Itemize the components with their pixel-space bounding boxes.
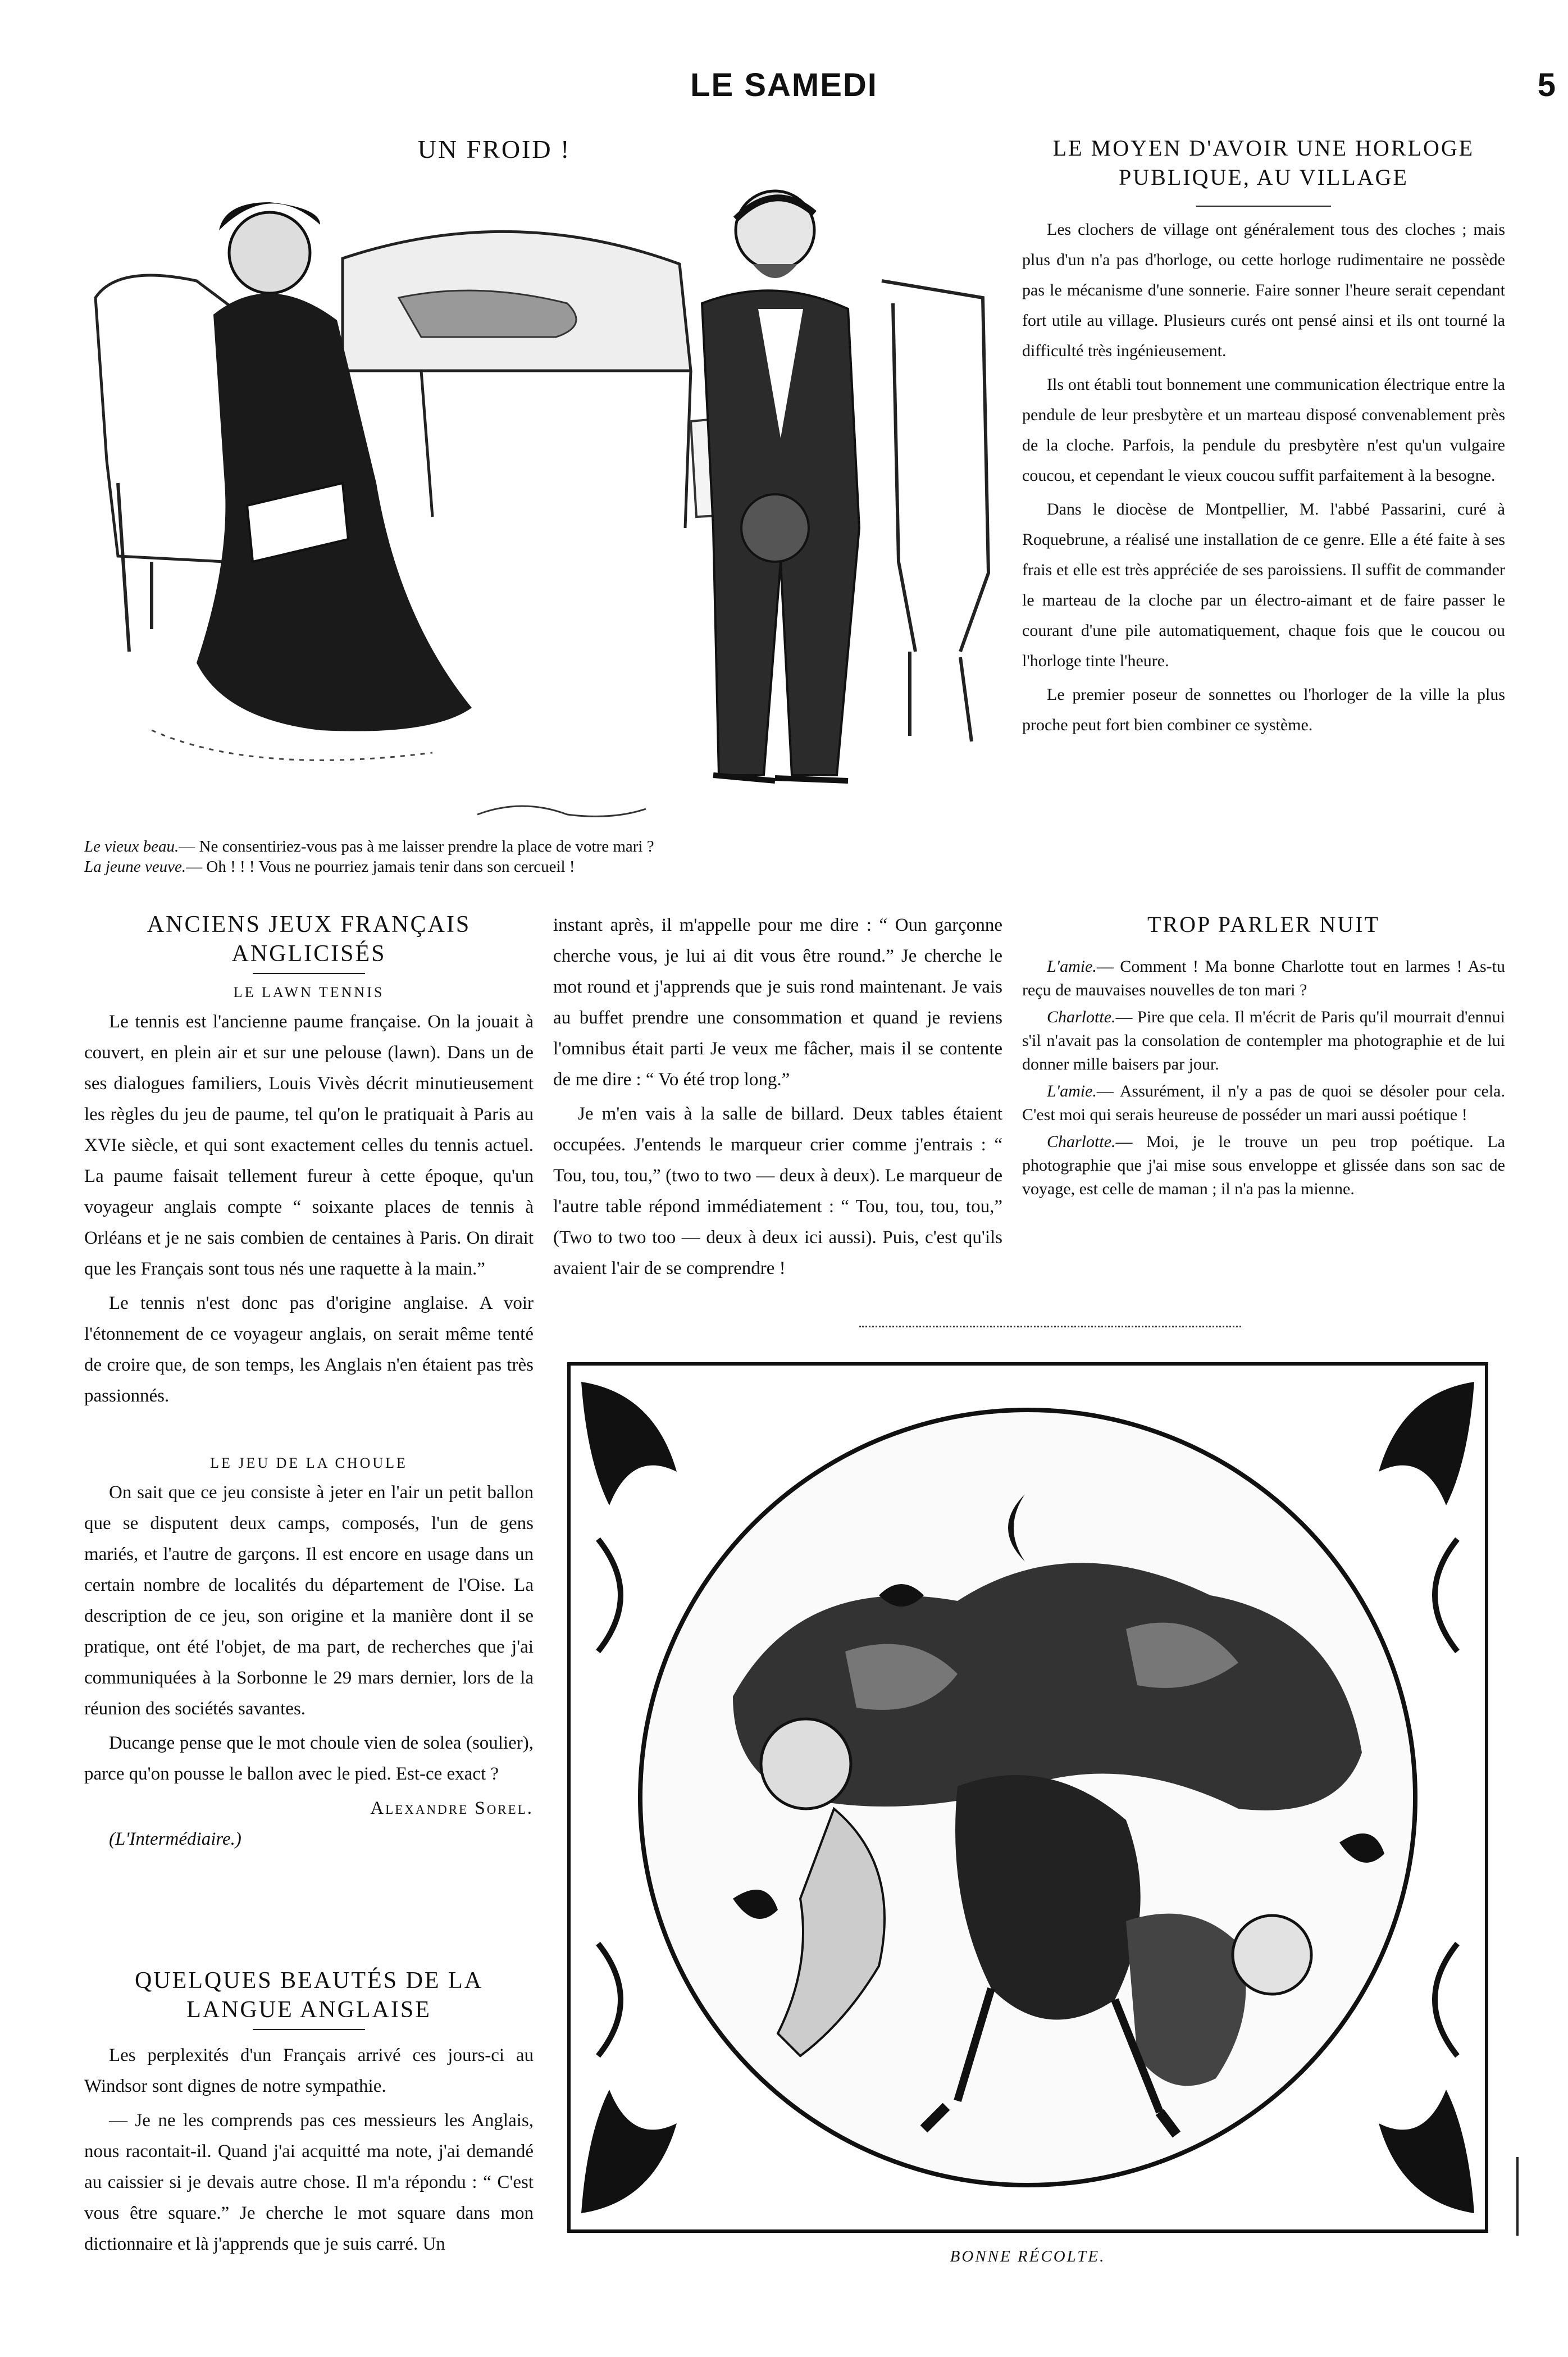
paragraph: Le premier poseur de sonnettes ou l'horloger de la ville la plus proche peut fort bien combiner ce système.: [1022, 685, 1505, 734]
dialogue-line: [1022, 955, 1505, 1002]
illustration-un-froid: [84, 169, 1011, 831]
source-text: (L'Intermédiaire.): [109, 1829, 241, 1849]
illustration-bonne-recolte: [564, 1359, 1491, 2236]
paragraph: instant après, il m'appelle pour me dire : “ Oun garçonne cherche vous, je lui ai dit vous être round.” Je cherche le mot round et j'apprends que je suis rond maintenant. Je vais au buffet prendre une consommation et quand je reviens l'omnibus était parti Je veux me fâcher, mais il se contente de me dire : “ Vo été trop long.”: [553, 915, 1002, 1090]
article-body-choule: [84, 1477, 534, 1855]
article-body-tennis: [84, 1007, 534, 1415]
illustration-heading: UN FROID !: [417, 135, 571, 163]
caption-2-speaker: La jeune veuve.: [84, 858, 186, 876]
paragraph: Les perplexités d'un Français arrivé ces jours-ci au Windsor sont dignes de notre sympathie.: [84, 2045, 534, 2096]
divider: [253, 2029, 365, 2030]
speaker: Charlotte.: [1047, 1008, 1116, 1026]
paragraph: Je m'en vais à la salle de billard. Deux tables étaient occupées. J'entends le marqueur crier comme j'entrais : “ Tou, tou, tou,” (two to two — deux à deux). Le marqueur de l'autre table répond immédiatement : “ Tou, tou, tou, tou,” (Two to two too — deux à deux ici aussi). Puis, c'est qu'ils avaient l'air de se comprendre !: [553, 1104, 1002, 1278]
article-heading-horloge: LE MOYEN D'AVOIR UNE HORLOGE PUBLIQUE, AU VILLAGE: [1052, 135, 1475, 190]
divider: [253, 973, 365, 974]
masthead-title: LE SAMEDI: [690, 67, 878, 103]
paragraph: Ducange pense que le mot choule vien de solea (soulier), parce qu'on pousse le ballon avec le pied. Est-ce exact ?: [84, 1733, 534, 1784]
paragraph: Le tennis est l'ancienne paume française. On la jouait à couvert, en plein air et sur une pelouse (lawn). Dans un de ses dialogues familiers, Louis Vivès décrit minutieusement les règles du jeu de paume, tel qu'on le pratiquait à Paris au XVIe siècle, et qui sont exactement celles du tennis actuel. La paume faisait tellement fureur à cette époque, qu'un voyageur anglais compte “ soixante places de tennis à Orléans et je ne sais combien de centaines à Paris. On dirait que les Français sont tous nés une raquette à la main.”: [84, 1012, 534, 1279]
caption-1-text: — Ne consentiriez-vous pas à me laisser prendre la place de votre mari ?: [179, 838, 654, 856]
subheading-choule: LE JEU DE LA CHOULE: [210, 1455, 408, 1471]
caption-2-text: — Oh ! ! ! Vous ne pourriez jamais tenir dans son cercueil !: [186, 858, 575, 876]
paragraph: Le tennis n'est donc pas d'origine anglaise. A voir l'étonnement de ce voyageur anglais, on serait même tenté de croire que, de son temps, les Anglais n'en étaient pas très passionnés.: [84, 1293, 534, 1406]
source: [84, 1824, 534, 1855]
dialogue-line: [1022, 1080, 1505, 1127]
dialogue-line: [1022, 1005, 1505, 1076]
article-body-horloge: [1022, 215, 1505, 744]
article-body-continued: [553, 910, 1002, 1287]
illustration-caption-bonne-recolte: BONNE RÉCOLTE.: [950, 2247, 1106, 2265]
illustration-caption-1: [84, 837, 1005, 856]
paragraph: On sait que ce jeu consiste à jeter en l'air un petit ballon que se disputent deux camps, composés, l'un de gens mariés, et l'autre de garçons. Il est encore en usage dans un certain nombre de localités du département de l'Oise. La description de ce jeu, son origine et la manière dont il se pratique, ont été l'objet, de ma part, de recherches que j'ai communiquées à la Sorbonne le 29 mars dernier, lors de la réunion des sociétés savantes.: [84, 1482, 534, 1719]
caption-1-speaker: Le vieux beau.: [84, 838, 179, 856]
paragraph: Dans le diocèse de Montpellier, M. l'abbé Passarini, curé à Roquebrune, a réalisé une installation de ce genre. Elle a été faite à ses frais et elle est très appréciée de ses paroissiens. Il suffit de commander le marteau de la cloche par un électro-aimant et de faire passer le courant d'une pile automatiquement, chaque fois que le coucou ou l'horloge tinte l'heure.: [1022, 500, 1505, 670]
dialogue-line: [1022, 1130, 1505, 1201]
paragraph: — Je ne les comprends pas ces messieurs les Anglais, nous racontait-il. Quand j'ai acquitté ma note, j'ai demandé au caissier si je devais autre chose. Il m'a répondu : “ C'est vous être square.” Je cherche le mot square dans mon dictionnaire et là j'apprends que je suis carré. Un: [84, 2110, 534, 2254]
divider: [859, 1326, 1241, 1327]
divider: [1196, 206, 1331, 207]
article-heading-trop-parler: TROP PARLER NUIT: [1147, 912, 1380, 937]
page-number: 5: [1537, 67, 1556, 103]
article-heading-anciens-jeux: ANCIENS JEUX FRANÇAIS ANGLICISÉS: [147, 912, 471, 967]
line-text: — Moi, je le trouve un peu trop poétique. La photographie que j'ai mise sous enveloppe et glissée dans son sac de voyage, est celle de maman ; il n'a pas la mienne.: [1022, 1132, 1505, 1198]
line-text: — Comment ! Ma bonne Charlotte tout en larmes ! As-tu reçu de mauvaises nouvelles de ton mari ?: [1022, 957, 1505, 999]
paragraph: Les clochers de village ont généralement tous des cloches ; mais plus d'un n'a pas d'horloge, ou cette horloge rudimentaire ne possède pas le mécanisme d'une sonnerie. Faire sonner l'heure serait cependant fort utile au village. Plusieurs curés ont pensé ainsi et ils ont tourné la difficulté très ingénieusement.: [1022, 220, 1505, 360]
speaker: L'amie.: [1047, 957, 1097, 976]
subheading-lawn-tennis: LE LAWN TENNIS: [233, 984, 385, 1000]
article-heading-beautes: QUELQUES BEAUTÉS DE LA LANGUE ANGLAISE: [134, 1968, 484, 2023]
speaker: Charlotte.: [1047, 1132, 1116, 1151]
line-text: — Assurément, il n'y a pas de quoi se désoler pour cela. C'est moi qui serais heureuse de posséder un mari aussi poétique !: [1022, 1082, 1505, 1124]
illustration-caption-2: [84, 857, 1005, 876]
signature: Alexandre Sorel.: [370, 1798, 534, 1818]
paragraph: Ils ont établi tout bonnement une communication électrique entre la pendule de leur presbytère et un marteau disposé convenablement près de la cloche. Parfois, la pendule du presbytère n'est qu'un vulgaire coucou, et cependant le vieux coucou suffit parfaitement à la besogne.: [1022, 375, 1505, 485]
article-body-beautes: [84, 2040, 534, 2263]
article-body-trop-parler: [1022, 955, 1505, 1204]
margin-rule: [1516, 2157, 1519, 2236]
speaker: L'amie.: [1047, 1082, 1097, 1100]
line-text: — Pire que cela. Il m'écrit de Paris qu'il mourrait d'ennui s'il n'avait pas la consolation de contempler ma photographie et de lui donner mille baisers par jour.: [1022, 1008, 1505, 1073]
